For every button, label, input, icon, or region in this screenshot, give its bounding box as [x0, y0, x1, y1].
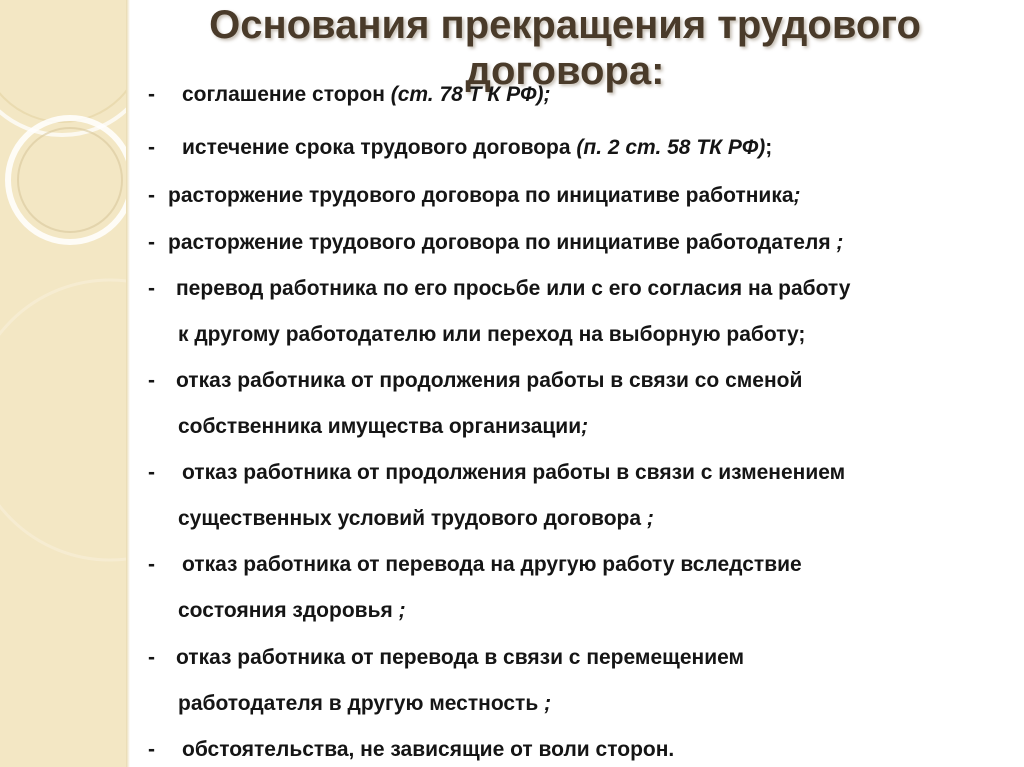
item-text: состояния здоровья — [178, 599, 399, 622]
item-text: перевод работника по его просьбе или с его согласия на работу — [176, 277, 851, 300]
bullet-dash: - — [148, 231, 155, 254]
item-reference: (ст. 78 Т К РФ); — [390, 83, 551, 106]
list-item-otkaz-perevod-zdorovie — [148, 550, 802, 580]
list-item-otkaz-izmenenie-usloviy-continued — [178, 504, 654, 534]
item-text: отказ работника от перевода в связи с перемещением — [176, 646, 745, 669]
item-text: обстоятельства, не зависящие от воли сторон. — [182, 738, 675, 761]
list-item-otkaz-izmenenie-usloviy — [148, 458, 845, 488]
item-punct: ; — [544, 692, 552, 715]
item-tail: ; — [765, 136, 773, 159]
list-item-obstoyatelstva — [148, 735, 674, 765]
list-item-otkaz-peremeshchenie-continued — [178, 689, 551, 719]
item-text: к другому работодателю или переход на выборную работу; — [178, 323, 806, 346]
item-text: работодателя в другую местность — [178, 692, 545, 715]
decorative-rings-graphic — [0, 0, 128, 767]
item-text: отказ работника от перевода на другую работу вследствие — [182, 553, 802, 576]
list-item-otkaz-perevod-zdorovie-continued — [178, 596, 406, 626]
list-item-otkaz-smena-sobstvennika — [148, 366, 802, 396]
item-text: отказ работника от продолжения работы в связи с изменением — [182, 461, 846, 484]
decorative-side-band — [0, 0, 128, 767]
item-punct: ; — [646, 507, 654, 530]
bullet-dash: - — [148, 277, 155, 300]
item-reference: (п. 2 ст. 58 ТК РФ) — [576, 136, 766, 159]
bullet-dash: - — [148, 553, 155, 576]
item-punct: ; — [581, 415, 589, 438]
side-band-edge — [126, 0, 130, 767]
bullet-dash: - — [148, 369, 155, 392]
list-item-soglashenie — [148, 80, 550, 110]
item-punct: ; — [398, 599, 406, 622]
list-item-initsiativa-rabotnika — [148, 181, 801, 211]
item-punct: ; — [793, 184, 801, 207]
bullet-dash: - — [148, 461, 155, 484]
list-item-initsiativa-rabotodatelya — [148, 228, 843, 258]
item-text: расторжение трудового договора по инициативе работника — [168, 184, 794, 207]
list-item-perevod-continued — [178, 320, 805, 350]
bullet-dash: - — [148, 184, 155, 207]
item-text: отказ работника от продолжения работы в связи со сменой — [176, 369, 803, 392]
list-item-otkaz-smena-sobstvennika-continued — [178, 412, 588, 442]
bullet-dash: - — [148, 646, 155, 669]
item-text: существенных условий трудового договора — [178, 507, 647, 530]
title-line-1: Основания прекращения трудового — [209, 3, 921, 47]
bullet-dash: - — [148, 83, 155, 106]
title-line-2: договора: — [465, 49, 665, 93]
item-text: расторжение трудового договора по инициативе работодателя — [168, 231, 837, 254]
item-text: собственника имущества организации — [178, 415, 582, 438]
list-item-otkaz-peremeshchenie — [148, 643, 744, 673]
item-text: истечение срока трудового договора — [182, 136, 577, 159]
list-item-istechenie-sroka — [148, 133, 772, 163]
bullet-dash: - — [148, 738, 155, 761]
bullet-dash: - — [148, 136, 155, 159]
item-text: соглашение сторон — [182, 83, 391, 106]
list-item-perevod — [148, 274, 850, 304]
item-punct: ; — [836, 231, 844, 254]
